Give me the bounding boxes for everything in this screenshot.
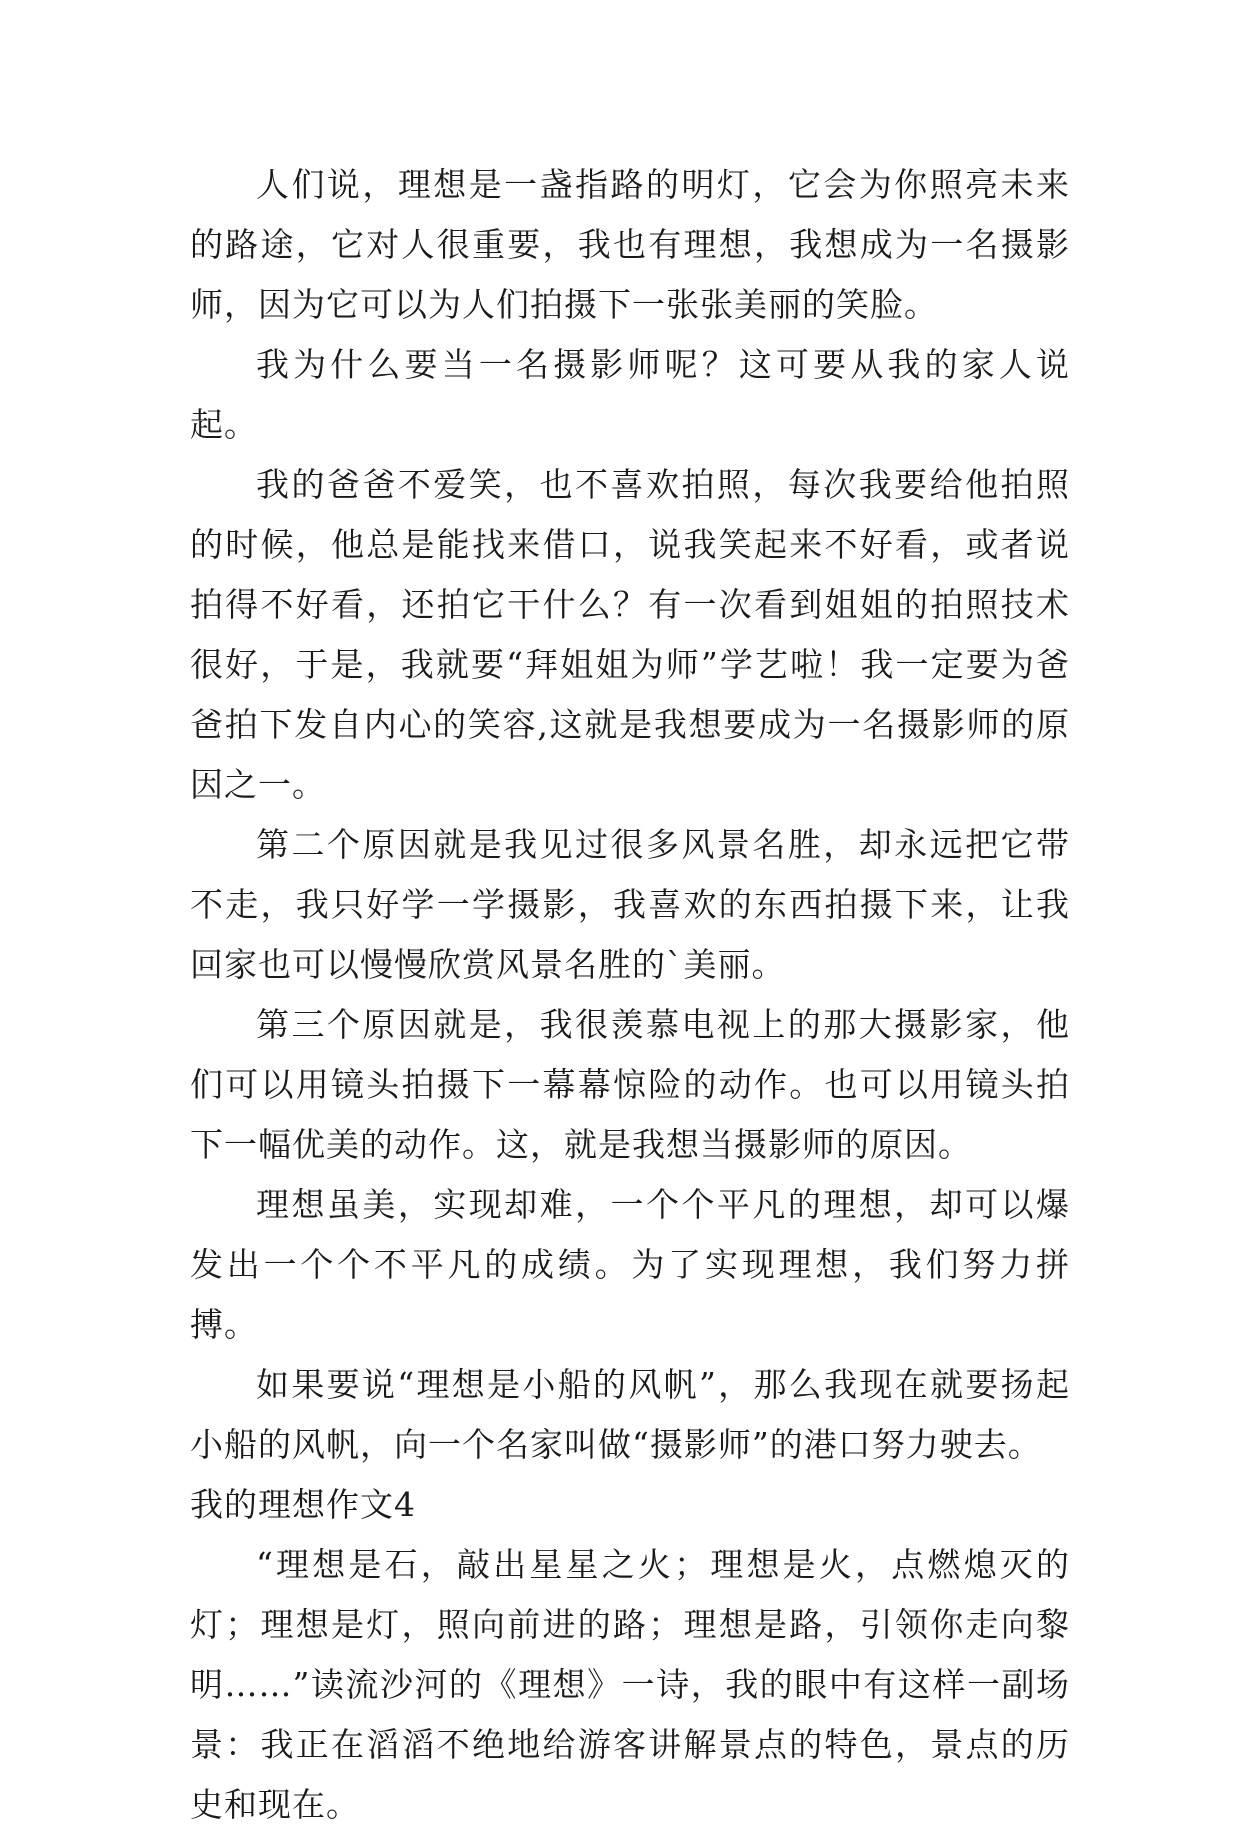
paragraph-1: 人们说，理想是一盏指路的明灯，它会为你照亮未来的路途，它对人很重要，我也有理想，我想成为一名摄影师，因为它可以为人们拍摄下一张张美丽的笑脸。 [190, 165, 1070, 324]
paragraph-5: 第三个原因就是，我很羡慕电视上的那大摄影家，他们可以用镜头拍摄下一幕幕惊险的动作。也可以用镜头拍下一幅优美的动作。这，就是我想当摄影师的原因。 [190, 1005, 1070, 1164]
paragraph-7: 如果要说“理想是小船的风帆”，那么我现在就要扬起小船的风帆，向一个名家叫做“摄影师”的港口努力驶去。 [190, 1365, 1070, 1464]
paragraph-4: 第二个原因就是我见过很多风景名胜，却永远把它带不走，我只好学一学摄影，我喜欢的东西拍摄下来，让我回家也可以慢慢欣赏风景名胜的`美丽。 [190, 825, 1070, 984]
document-body [190, 155, 1070, 1835]
section-heading: 我的理想作文4 [190, 1485, 416, 1524]
paragraph-8: “理想是石，敲出星星之火；理想是火，点燃熄灭的灯；理想是灯，照向前进的路；理想是路，引领你走向黎明……”读流沙河的《理想》一诗，我的眼中有这样一副场景：我正在滔滔不绝地给游客讲解景点的特色，景点的历史和现在。 [190, 1545, 1070, 1824]
paragraph-2: 我为什么要当一名摄影师呢？这可要从我的家人说起。 [190, 345, 1070, 444]
paragraph-6: 理想虽美，实现却难，一个个平凡的理想，却可以爆发出一个个不平凡的成绩。为了实现理想，我们努力拼搏。 [190, 1185, 1070, 1344]
paragraph-3: 我的爸爸不爱笑，也不喜欢拍照，每次我要给他拍照的时候，他总是能找来借口，说我笑起来不好看，或者说拍得不好看，还拍它干什么？有一次看到姐姐的拍照技术很好，于是，我就要“拜姐姐为师”学艺啦！我一定要为爸爸拍下发自内心的笑容,这就是我想要成为一名摄影师的原因之一。 [190, 465, 1070, 804]
